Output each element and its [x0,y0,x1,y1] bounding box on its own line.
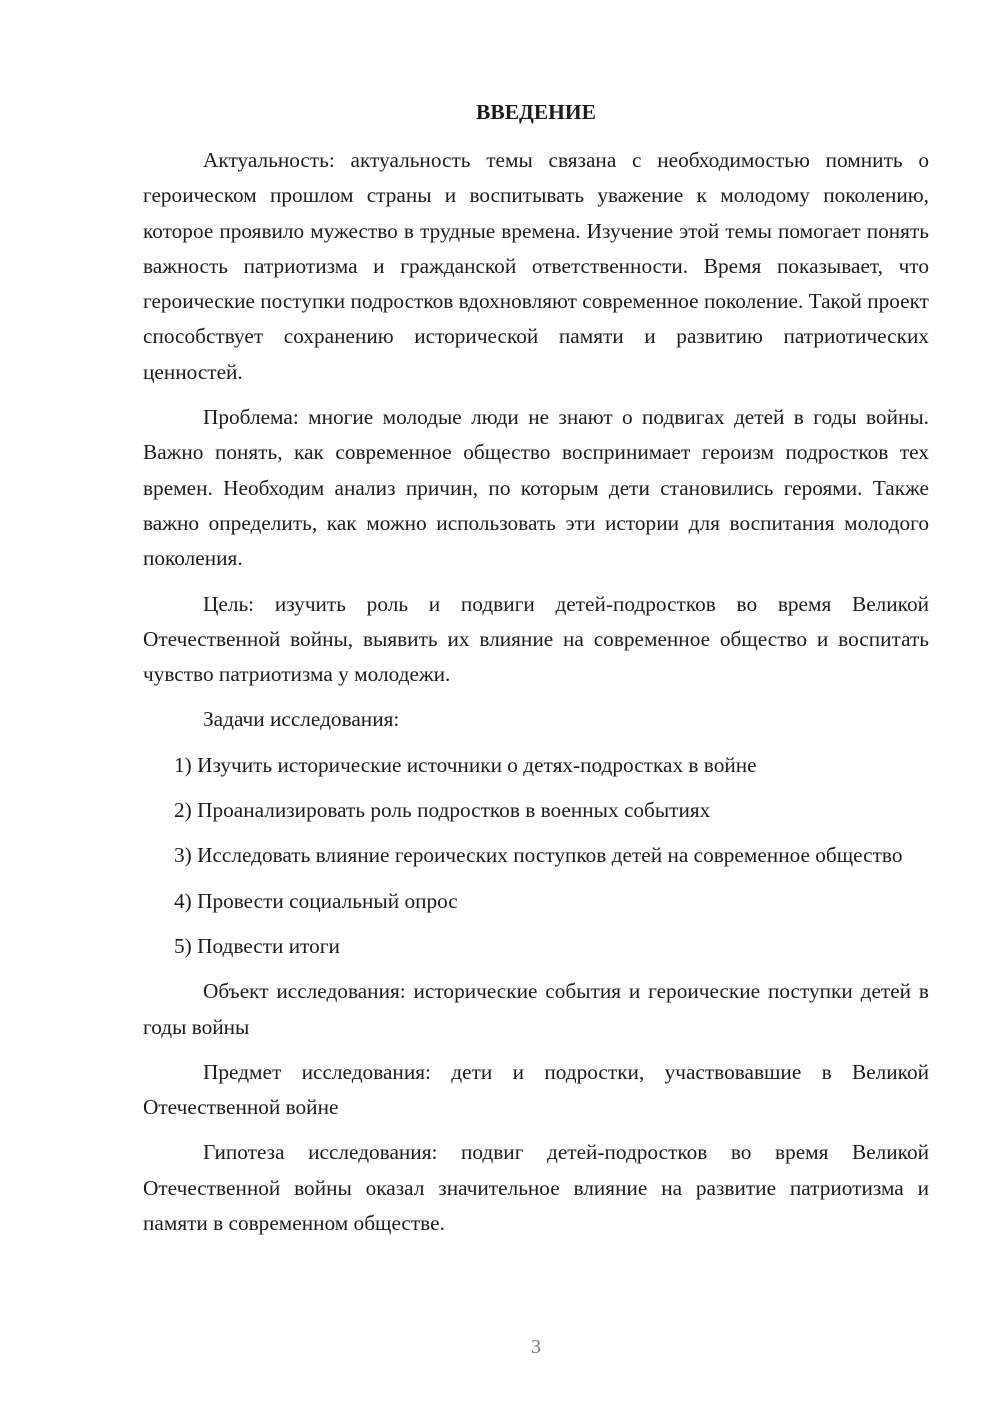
page-number: 3 [531,1336,541,1358]
tasks-heading: Задачи исследования: [203,707,400,732]
paragraph-goal: Цель: изучить роль и подвиги детей-подростков во время Великой Отечественной войны, выявить их влияние на современное общество и воспитать чувство патриотизма у молодежи. [143,591,929,687]
task-item-2: 2) Проанализировать роль подростков в военных событиях [174,798,711,823]
task-item-5: 5) Подвести итоги [174,933,340,958]
paragraph-hypothesis: Гипотеза исследования: подвиг детей-подростков во время Великой Отечественной войны оказал значительное влияние на развитие патриотизма и памяти в современном обществе. [143,1140,929,1236]
document-body [143,143,929,1241]
paragraph-subject: Предмет исследования: дети и подростки, участвовавшие в Великой Отечественной войне [143,1059,929,1120]
paragraph-problem: Проблема: многие молодые люди не знают о подвигах детей в годы войны. Важно понять, как современное общество воспринимает героизм подростков тех времен. Необходим анализ причин, по которым дети становились героями. Также важно определить, как можно использовать эти истории для воспитания молодого поколения. [143,405,929,571]
task-item-4: 4) Провести социальный опрос [174,888,458,913]
task-item-1: 1) Изучить исторические источники о детях-подростках в войне [174,752,757,777]
section-heading: ВВЕДЕНИЕ [476,100,596,124]
task-item-3: 3) Исследовать влияние героических поступков детей на современное общество [174,843,903,868]
paragraph-relevance: Актуальность: актуальность темы связана с необходимостью помнить о героическом прошлом страны и воспитывать уважение к молодому поколению, которое проявило мужество в трудные времена. Изучение этой темы помогает понять важность патриотизма и гражданской ответственности. Время показывает, что героические поступки подростков вдохновляют современное поколение. Такой проект способствует сохранению исторической памяти и развитию патриотических ценностей. [143,148,929,384]
paragraph-object: Объект исследования: исторические события и героические поступки детей в годы войны [143,979,929,1039]
